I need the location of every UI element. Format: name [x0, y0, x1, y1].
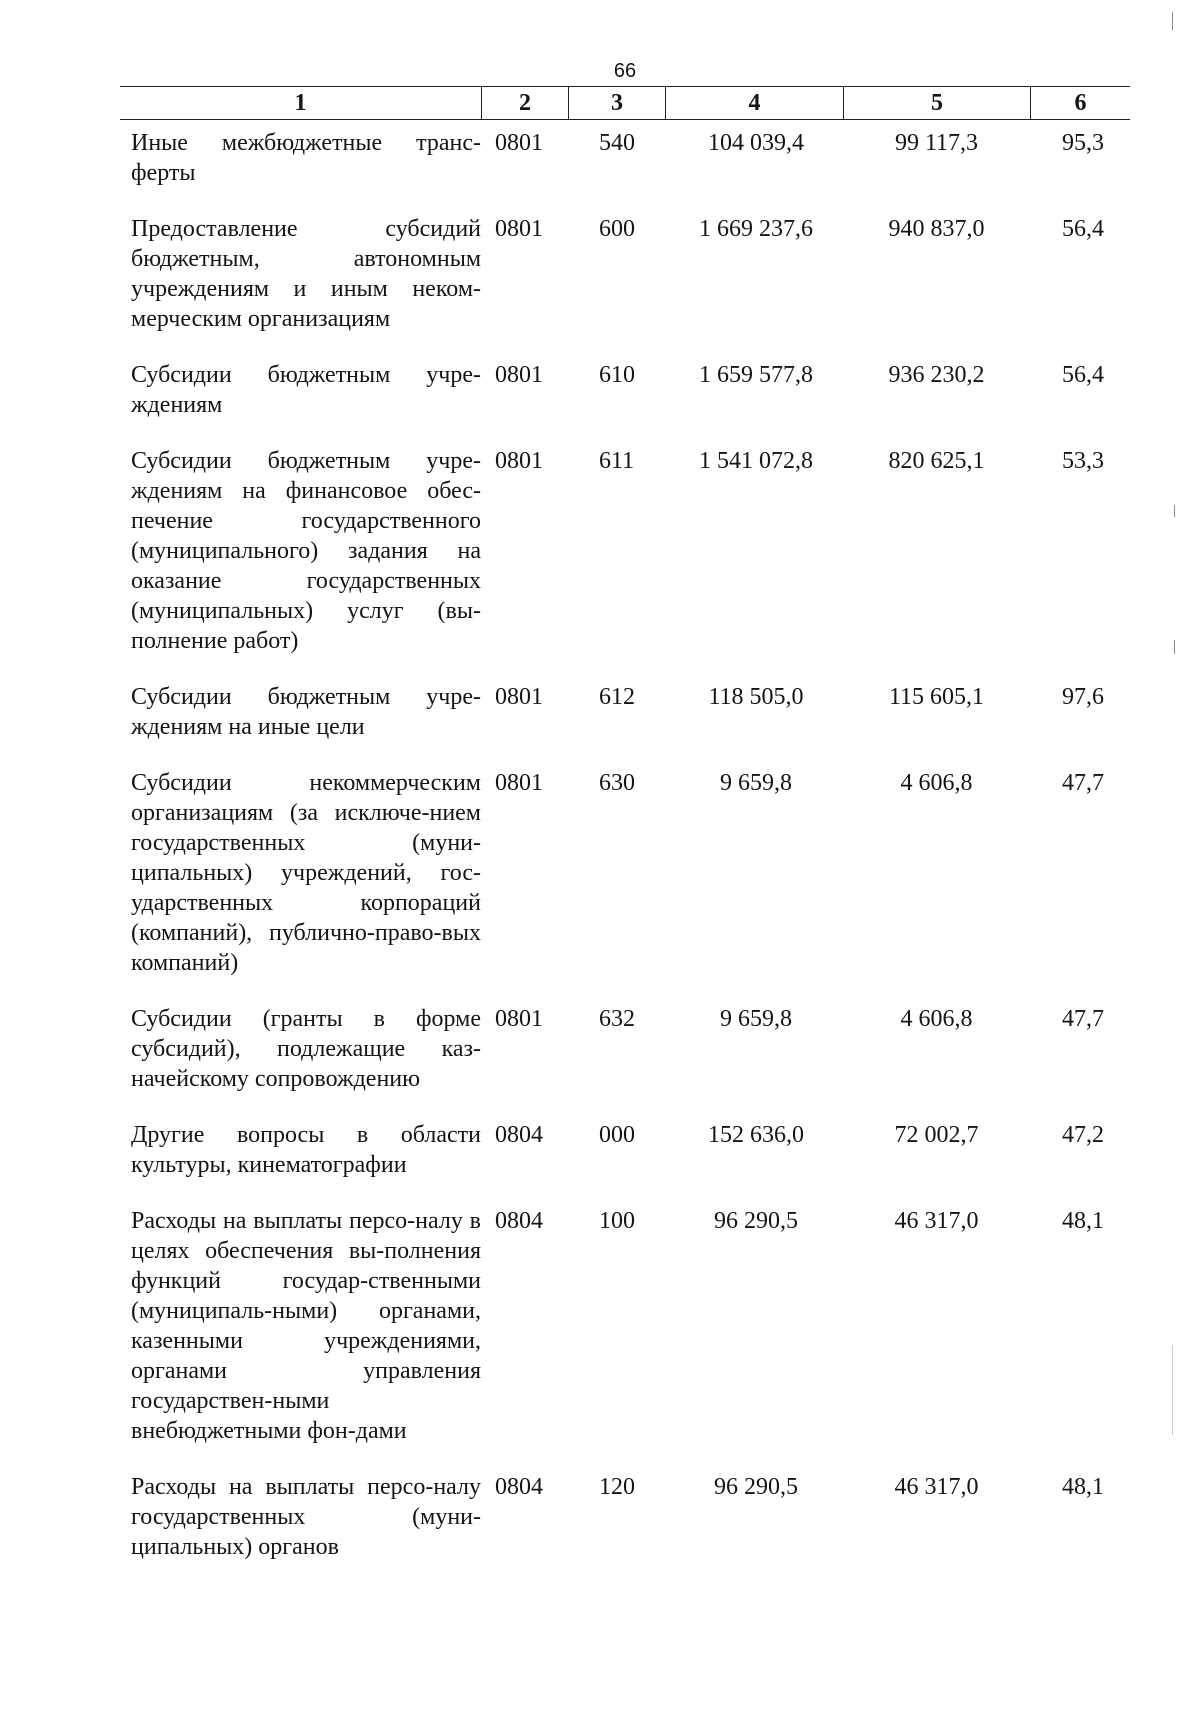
row-expense-type-code: 632	[599, 1006, 635, 1032]
row-name: Субсидии бюджетным учре-ждениям на иные цели	[131, 684, 481, 740]
table-row	[120, 1111, 1130, 1197]
row-section-code: 0801	[495, 1006, 543, 1032]
row-name: Предоставление субсидий бюджетным, автономным учреждениям и иным неком-мерческим организациям	[131, 216, 481, 332]
row-planned-amount: 1 669 237,6	[699, 216, 813, 242]
table-row	[120, 759, 1130, 995]
column-header-2: 2	[481, 87, 568, 119]
scan-artifact	[1172, 1345, 1173, 1435]
row-actual-amount: 940 837,0	[888, 216, 985, 242]
row-planned-amount: 104 039,4	[708, 130, 804, 156]
row-expense-type-code: 540	[599, 130, 635, 156]
row-section-code: 0801	[495, 684, 543, 710]
row-name: Расходы на выплаты персо-налу в целях обеспечения вы-полнения функций государ-ственными (муниципаль-ными) органами, казенными учреждениями, органами управления государствен-ными внебюджетными фон-дами	[131, 1208, 481, 1444]
row-execution-percent: 53,3	[1062, 448, 1104, 474]
row-planned-amount: 96 290,5	[714, 1474, 798, 1500]
row-planned-amount: 96 290,5	[714, 1208, 798, 1234]
row-actual-amount: 820 625,1	[888, 448, 985, 474]
row-name: Субсидии бюджетным учре-ждениям на финансовое обес-печение государственного (муниципального) задания на оказание государственных (муниципальных) услуг (вы-полнение работ)	[131, 448, 481, 654]
row-actual-amount: 115 605,1	[888, 684, 985, 710]
row-name: Субсидии некоммерческим организациям (за исключе-нием государственных (муни-ципальных) учреждений, гос-ударственных корпораций (компаний), публично-право-вых компаний)	[131, 770, 481, 976]
table-row	[120, 120, 1130, 205]
scan-artifact	[1172, 12, 1173, 30]
row-actual-amount: 72 002,7	[894, 1122, 979, 1148]
table-row	[120, 1463, 1130, 1579]
row-actual-amount: 936 230,2	[888, 362, 985, 388]
table-row	[120, 351, 1130, 437]
row-expense-type-code: 610	[599, 362, 635, 388]
column-header-1: 1	[294, 90, 307, 116]
row-section-code: 0801	[495, 216, 543, 242]
row-actual-amount: 99 117,3	[894, 130, 979, 156]
row-execution-percent: 56,4	[1062, 362, 1104, 388]
row-actual-amount: 4 606,8	[900, 1006, 973, 1032]
row-section-code: 0804	[495, 1474, 543, 1500]
scan-artifact	[1174, 640, 1175, 654]
row-planned-amount: 9 659,8	[720, 1006, 792, 1032]
row-expense-type-code: 100	[599, 1208, 635, 1234]
column-header-6: 6	[1030, 87, 1130, 119]
scan-artifact	[1174, 505, 1175, 517]
table-row	[120, 673, 1130, 759]
page-number: 66	[613, 60, 637, 82]
column-header-3: 3	[568, 87, 665, 119]
column-header-4: 4	[665, 87, 843, 119]
row-planned-amount: 118 505,0	[708, 684, 804, 710]
table-row	[120, 205, 1130, 351]
row-name: Субсидии (гранты в форме субсидий), подлежащие каз-начейскому сопровождению	[131, 1006, 481, 1092]
row-section-code: 0801	[495, 362, 543, 388]
row-actual-amount: 46 317,0	[894, 1474, 979, 1500]
table-row	[120, 437, 1130, 673]
row-execution-percent: 47,2	[1062, 1122, 1104, 1148]
row-planned-amount: 1 541 072,8	[699, 448, 813, 474]
row-section-code: 0801	[495, 130, 543, 156]
row-execution-percent: 48,1	[1062, 1208, 1104, 1234]
row-expense-type-code: 120	[599, 1474, 635, 1500]
row-expense-type-code: 600	[599, 216, 635, 242]
row-section-code: 0801	[495, 448, 543, 474]
row-expense-type-code: 000	[599, 1122, 635, 1148]
row-expense-type-code: 611	[599, 448, 635, 474]
table-row	[120, 1197, 1130, 1463]
table-body	[120, 120, 1130, 1579]
table-row	[120, 995, 1130, 1111]
row-execution-percent: 97,6	[1062, 684, 1104, 710]
budget-table	[120, 86, 1130, 1579]
row-name: Субсидии бюджетным учре-ждениям	[131, 362, 481, 418]
row-expense-type-code: 612	[599, 684, 635, 710]
row-name: Иные межбюджетные транс-ферты	[131, 130, 481, 186]
row-section-code: 0801	[495, 770, 543, 796]
row-actual-amount: 4 606,8	[900, 770, 973, 796]
row-section-code: 0804	[495, 1208, 543, 1234]
row-planned-amount: 1 659 577,8	[699, 362, 813, 388]
row-actual-amount: 46 317,0	[894, 1208, 979, 1234]
row-execution-percent: 47,7	[1062, 1006, 1104, 1032]
row-planned-amount: 9 659,8	[720, 770, 792, 796]
row-execution-percent: 56,4	[1062, 216, 1104, 242]
table-header	[120, 86, 1130, 120]
column-header-5: 5	[843, 87, 1030, 119]
row-execution-percent: 95,3	[1062, 130, 1104, 156]
row-section-code: 0804	[495, 1122, 543, 1148]
row-expense-type-code: 630	[599, 770, 635, 796]
row-name: Расходы на выплаты персо-налу государственных (муни-ципальных) органов	[131, 1474, 481, 1560]
row-execution-percent: 47,7	[1062, 770, 1104, 796]
row-planned-amount: 152 636,0	[708, 1122, 804, 1148]
row-name: Другие вопросы в области культуры, кинематографии	[131, 1122, 481, 1178]
row-execution-percent: 48,1	[1062, 1474, 1104, 1500]
